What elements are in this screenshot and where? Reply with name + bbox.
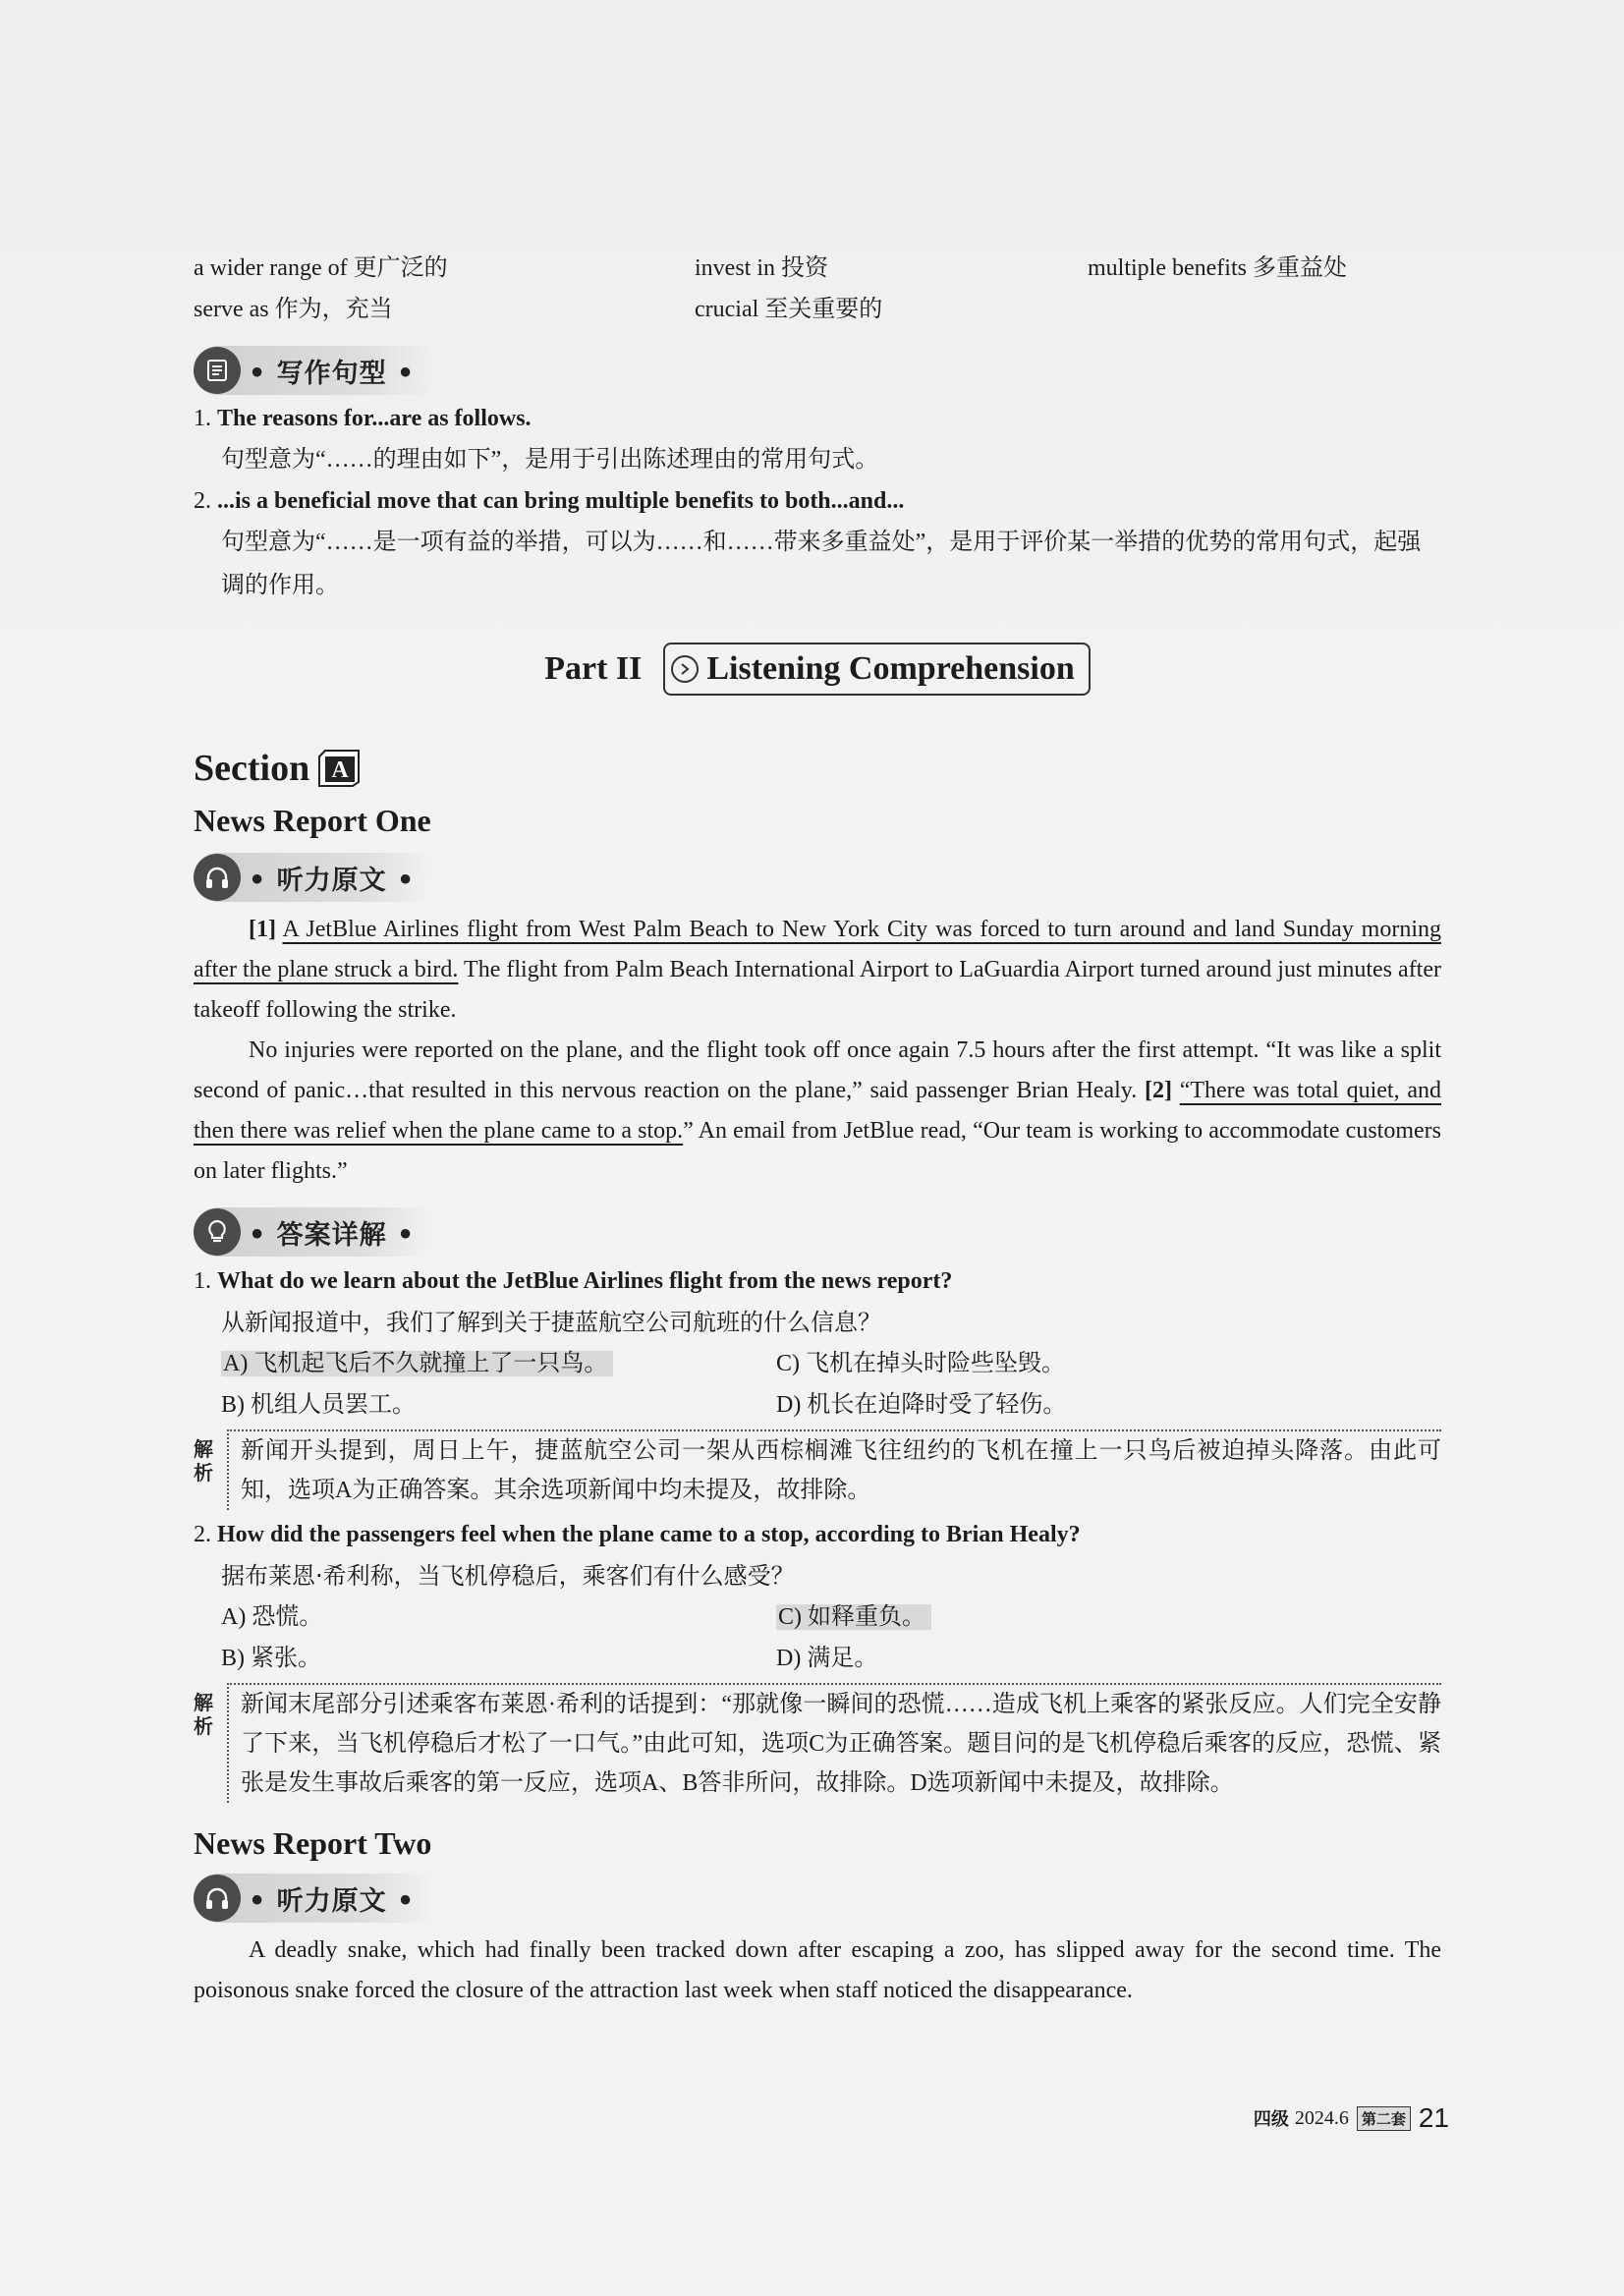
vocab-list bbox=[194, 253, 1441, 324]
question-number: 1. bbox=[194, 1268, 211, 1294]
page-number: 21 bbox=[1418, 2102, 1449, 2133]
vocab-item: multiple benefits 多重益处 bbox=[1088, 255, 1347, 281]
answer-explanation-tag bbox=[194, 1207, 432, 1257]
vocab-item: serve as 作为，充当 bbox=[194, 297, 393, 322]
script-paragraph bbox=[194, 1031, 1441, 1192]
vocab-item: a wider range of 更广泛的 bbox=[194, 255, 448, 281]
footer-set-badge: 第二套 bbox=[1357, 2106, 1411, 2131]
tag-label: • 答案详解 • bbox=[249, 1219, 416, 1251]
footer-level: 四级 bbox=[1253, 2109, 1289, 2130]
section-letter-box bbox=[313, 749, 363, 788]
question-number: 2. bbox=[194, 1522, 211, 1547]
tag-label: • 听力原文 • bbox=[249, 865, 416, 896]
question-en: What do we learn about the JetBlue Airlines flight from the news report? bbox=[217, 1268, 953, 1294]
script-text: No injuries were reported on the plane, and the flight took off once again 7.5 hours after the first attempt. “It was like a split second of panic…that resulted in this nervous reaction on the plane,” said passenger Brian Healy. bbox=[194, 1037, 1441, 1103]
analysis-text: 新闻开头提到，周日上午，捷蓝航空公司一架从西棕榈滩飞往纽约的飞机在撞上一只鸟后被迫掉头降落。由此可知，选项A为正确答案。其余选项新闻中均未提及，故排除。 bbox=[227, 1429, 1441, 1510]
report-title: News Report Two bbox=[194, 1825, 432, 1861]
analysis-text: 新闻末尾部分引述乘客布莱恩·希利的话提到：“那就像一瞬间的恐慌……造成飞机上乘客的紧张反应。人们完全安静了下来，当飞机停稳后才松了一口气。”由此可知，选项C为正确答案。题目问的是飞机停稳后乘客的反应，恐慌、紧张是发生事故后乘客的第一反应，选项A、B答非所问，故排除。D选项新闻中未提及，故排除。 bbox=[227, 1683, 1441, 1803]
script-paragraph bbox=[194, 910, 1441, 1031]
analysis-box bbox=[194, 1429, 1441, 1510]
underlined-sentence: “There was total quiet, and then there was relief when the plane came to a stop. bbox=[194, 1078, 1442, 1144]
pattern-2 bbox=[194, 481, 1441, 607]
content bbox=[194, 253, 1441, 2011]
page-footer bbox=[1254, 2102, 1449, 2134]
script-marker: [1] bbox=[249, 917, 276, 942]
script-report-1 bbox=[194, 910, 1441, 1192]
listening-script-tag bbox=[194, 1874, 432, 1923]
option-correct: A) 飞机起飞后不久就撞上了一只鸟。 bbox=[221, 1351, 613, 1376]
question-zh: 据布莱恩·希利称，当飞机停稳后，乘客们有什么感受？ bbox=[221, 1562, 795, 1590]
section-label: Section bbox=[194, 748, 310, 789]
section-heading bbox=[194, 745, 1441, 792]
vocab-item: crucial 至关重要的 bbox=[695, 297, 883, 322]
footer-date: 2024.6 bbox=[1294, 2106, 1349, 2129]
part-title bbox=[194, 639, 1441, 700]
question-1 bbox=[194, 1260, 1441, 1510]
option: B) 紧张。 bbox=[221, 1646, 321, 1671]
pattern-zh: 句型意为“……的理由如下”，是用于引出陈述理由的常用句式。 bbox=[221, 447, 879, 473]
question-2 bbox=[194, 1514, 1441, 1803]
part-title-text: Listening Comprehension bbox=[706, 650, 1075, 687]
pattern-1 bbox=[194, 399, 1441, 481]
document-icon bbox=[194, 347, 241, 394]
script-report-2 bbox=[194, 1931, 1441, 2011]
option: D) 满足。 bbox=[776, 1646, 878, 1671]
vocab-item: invest in 投资 bbox=[695, 255, 828, 281]
chevron-right-icon bbox=[671, 655, 699, 683]
pattern-en: The reasons for...are as follows. bbox=[217, 406, 532, 431]
tag-label: • 听力原文 • bbox=[249, 1885, 416, 1917]
options bbox=[194, 1596, 1441, 1679]
analysis-box bbox=[194, 1683, 1441, 1803]
section-letter: A bbox=[331, 757, 349, 783]
option: A) 恐慌。 bbox=[221, 1604, 323, 1630]
script-paragraph: A deadly snake, which had finally been tracked down after escaping a zoo, has slipped away for the second time. The poisonous snake forced the closure of the attraction last week when staff noticed the disappearance. bbox=[194, 1937, 1441, 2003]
part-number: Part II bbox=[544, 650, 643, 687]
script-text: ” An email from JetBlue read, “Our team is working to accommodate customers on later flights.” bbox=[194, 1118, 1441, 1184]
underlined-sentence: A JetBlue Airlines flight from West Palm Beach to New York City was forced to turn around and land Sunday morning after the plane struck a bird. bbox=[194, 917, 1441, 982]
option: D) 机长在迫降时受了轻伤。 bbox=[776, 1392, 1067, 1418]
pattern-number: 2. bbox=[194, 488, 211, 514]
script-text: The flight from Palm Beach International Airport to LaGuardia Airport turned around just minutes after takeoff following the strike. bbox=[194, 957, 1441, 1023]
tag-label: • 写作句型 • bbox=[249, 358, 416, 389]
report-title: News Report One bbox=[194, 803, 431, 838]
option: B) 机组人员罢工。 bbox=[221, 1392, 416, 1418]
question-zh: 从新闻报道中，我们了解到关于捷蓝航空公司航班的什么信息？ bbox=[221, 1309, 881, 1336]
pattern-zh: 句型意为“……是一项有益的举措，可以为……和……带来多重益处”，是用于评价某一举措的优势的常用句式，起强调的作用。 bbox=[221, 530, 1422, 598]
pattern-number: 1. bbox=[194, 406, 211, 431]
option-correct: C) 如释重负。 bbox=[776, 1604, 931, 1630]
option: C) 飞机在掉头时险些坠毁。 bbox=[776, 1351, 1065, 1376]
pattern-en: ...is a beneficial move that can bring multiple benefits to both...and... bbox=[217, 488, 905, 514]
script-marker: [2] bbox=[1144, 1078, 1172, 1103]
analysis-label: 解析 bbox=[194, 1437, 213, 1484]
headphones-icon bbox=[194, 1875, 241, 1922]
question-en: How did the passengers feel when the plane came to a stop, according to Brian Healy? bbox=[217, 1522, 1081, 1547]
analysis-label: 解析 bbox=[194, 1691, 213, 1738]
headphones-icon bbox=[194, 854, 241, 901]
writing-patterns-tag bbox=[194, 346, 432, 395]
listening-script-tag bbox=[194, 853, 432, 902]
options bbox=[194, 1343, 1441, 1426]
part-title-box bbox=[663, 643, 1090, 696]
lightbulb-icon bbox=[194, 1208, 241, 1256]
